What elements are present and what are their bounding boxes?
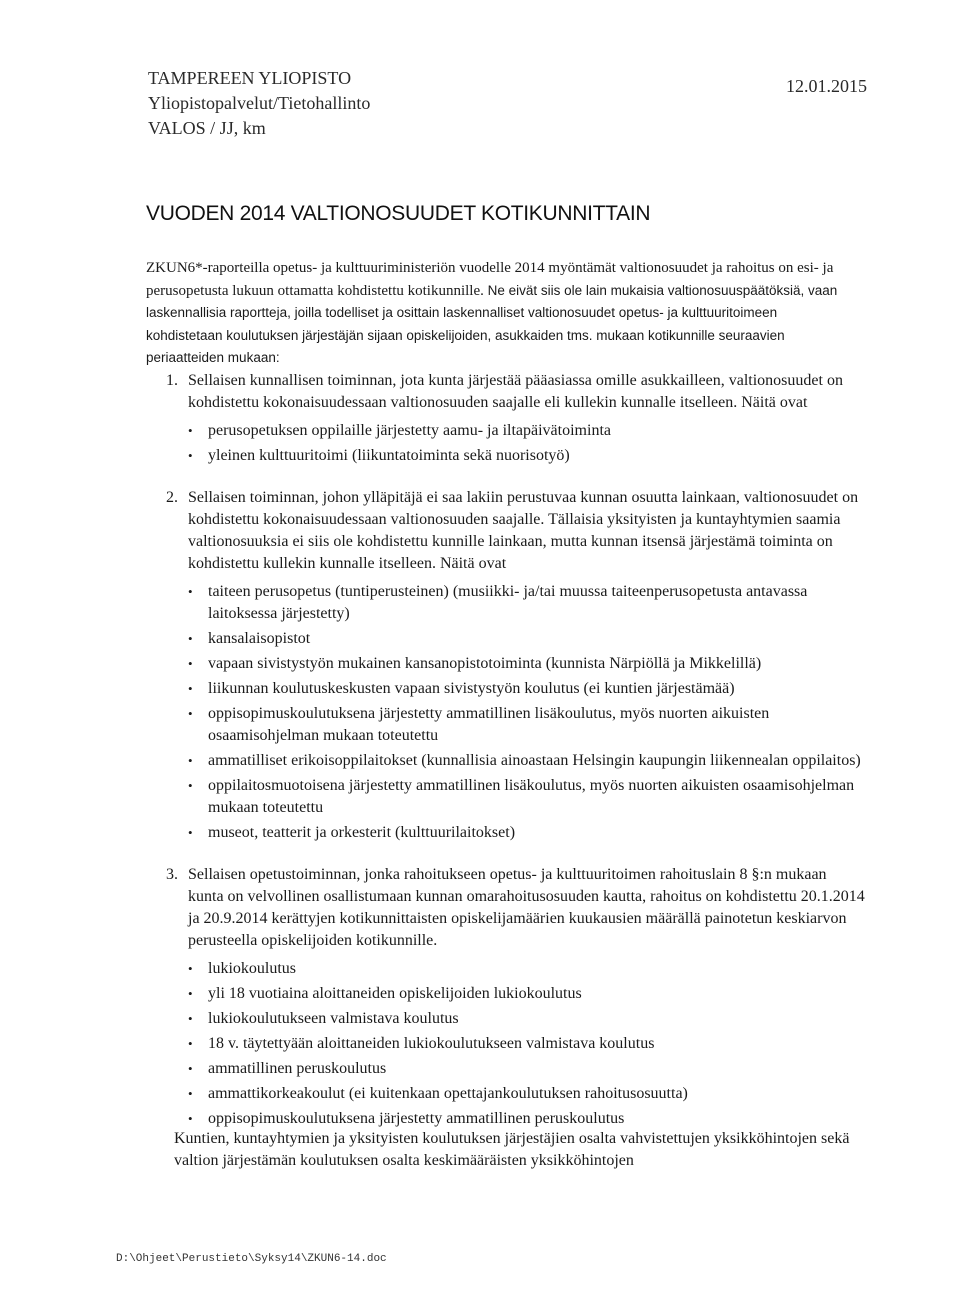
bullet-list bbox=[188, 581, 866, 844]
section-2 bbox=[146, 487, 866, 844]
list-item-text: yleinen kulttuuritoimi (liikuntatoiminta sekä nuorisotyö) bbox=[208, 447, 570, 464]
intro-paragraph bbox=[146, 258, 846, 370]
intro-text-part1: ZKUN6*-raporteilla opetus- ja kulttuuriministeriön vuodelle 2014 myöntämät valtionosuudet ja rahoitus on esi- ja perusopetusta lukuun ottamatta kohdistettu kotikunnille. bbox=[146, 260, 834, 299]
list-item bbox=[188, 703, 866, 747]
bullet-icon: • bbox=[188, 631, 193, 646]
list-item bbox=[188, 750, 866, 772]
bullet-icon: • bbox=[188, 1011, 193, 1026]
header-org-line: VALOS / JJ, km bbox=[148, 118, 266, 138]
bullet-icon: • bbox=[188, 1061, 193, 1076]
list-item bbox=[188, 678, 866, 700]
header-org-line: Yliopistopalvelut/Tietohallinto bbox=[148, 93, 371, 113]
list-item-text: taiteen perusopetus (tuntiperusteinen) (musiikki- ja/tai muussa taiteenperusopetusta antavassa laitoksessa järjestetty) bbox=[208, 583, 808, 622]
list-item-text: ammatilliset erikoisoppilaitokset (kunnallisia ainoastaan Helsingin kaupungin liikennealan oppilaitos) bbox=[208, 752, 861, 769]
header-org-line: TAMPEREEN YLIOPISTO bbox=[148, 68, 352, 88]
section-number: 3. bbox=[166, 866, 178, 883]
list-item-text: oppilaitosmuotoisena järjestetty ammatillinen lisäkoulutus, myös nuorten aikuisten osaamisohjelman mukaan toteutettu bbox=[208, 777, 855, 816]
bullet-icon: • bbox=[188, 1086, 193, 1101]
section-3 bbox=[146, 864, 866, 1130]
bullet-icon: • bbox=[188, 1036, 193, 1051]
closing-paragraph: Kuntien, kuntayhtymien ja yksityisten koulutuksen järjestäjien osalta vahvistettujen yksikköhintojen sekä valtion järjestämän koulutuksen osalta keskimääräisten yksikköhintojen bbox=[174, 1130, 850, 1169]
section-1 bbox=[146, 370, 866, 467]
list-item bbox=[188, 445, 866, 467]
bullet-list bbox=[188, 420, 866, 467]
list-item bbox=[188, 420, 866, 442]
list-item-text: 18 v. täytettyään aloittaneiden lukiokoulutukseen valmistava koulutus bbox=[208, 1035, 655, 1052]
bullet-icon: • bbox=[188, 961, 193, 976]
section-text: Sellaisen toiminnan, johon ylläpitäjä ei saa lakiin perustuvaa kunnan osuutta lainkaan, valtionosuudet on kohdistettu kokonaisuudessaan valtionosuuden saajalle. Tällaisia yksityisten ja kuntayhtymien saamia valtionosuuksia ei siis ole kohdistettu kunnille lainkaan, mutta kunnan itsensä järjestämä toiminta on kohdistettu kullekin kunnalle itselleen. Näitä ovat bbox=[188, 489, 859, 572]
list-item-text: ammattikorkeakoulut (ei kuitenkaan opettajankoulutuksen rahoitusosuutta) bbox=[208, 1085, 688, 1102]
numbered-sections bbox=[146, 370, 866, 1150]
list-item bbox=[188, 1033, 866, 1055]
bullet-icon: • bbox=[188, 753, 193, 768]
bullet-icon: • bbox=[188, 584, 193, 599]
intro-text-part2: Ne eivät siis ole lain mukaisia valtionosuuspäätöksiä, vaan laskennallisia raportteja, joilla todelliset ja osittain laskennalliset valtionosuudet opetus- ja kulttuuritoimeen kohdistetaan koulutuksen järjestäjän sijaan opiskelijoiden, asukkaiden tms. mukaan kotikunnille seuraavien periaatteiden mukaan: bbox=[146, 282, 838, 365]
list-item-text: lukiokoulutukseen valmistava koulutus bbox=[208, 1010, 459, 1027]
list-item-text: oppisopimuskoulutuksena järjestetty ammatillinen peruskoulutus bbox=[208, 1110, 625, 1127]
bullet-icon: • bbox=[188, 656, 193, 671]
list-item bbox=[188, 983, 866, 1005]
bullet-icon: • bbox=[188, 706, 193, 721]
list-item bbox=[188, 628, 866, 650]
footer-file-path: D:\Ohjeet\Perustieto\Syksy14\ZKUN6-14.doc bbox=[116, 1253, 387, 1265]
list-item-text: lukiokoulutus bbox=[208, 960, 297, 977]
header-date: 12.01.2015 bbox=[786, 76, 867, 96]
list-item bbox=[188, 822, 866, 844]
list-item-text: yli 18 vuotiaina aloittaneiden opiskelijoiden lukiokoulutus bbox=[208, 985, 582, 1002]
section-number: 2. bbox=[166, 489, 178, 506]
list-item-text: kansalaisopistot bbox=[208, 630, 311, 647]
bullet-icon: • bbox=[188, 448, 193, 463]
list-item bbox=[188, 775, 866, 819]
header-organization bbox=[148, 66, 370, 141]
bullet-list bbox=[188, 958, 866, 1130]
list-item bbox=[188, 1108, 866, 1130]
list-item-text: oppisopimuskoulutuksena järjestetty ammatillinen lisäkoulutus, myös nuorten aikuisten osaamisohjelman mukaan toteutettu bbox=[208, 705, 770, 744]
section-text: Sellaisen kunnallisen toiminnan, jota kunta järjestää pääasiassa omille asukkailleen, valtionosuudet on kohdistettu kokonaisuudessaan valtionosuuden saajalle eli kullekin kunnalle itselleen. Näitä ovat bbox=[188, 372, 843, 411]
list-item bbox=[188, 1083, 866, 1105]
list-item-text: vapaan sivistystyön mukainen kansanopistotoiminta (kunnista Närpiöllä ja Mikkelillä) bbox=[208, 655, 762, 672]
list-item-text: perusopetuksen oppilaille järjestetty aamu- ja iltapäivätoiminta bbox=[208, 422, 611, 439]
bullet-icon: • bbox=[188, 778, 193, 793]
bullet-icon: • bbox=[188, 681, 193, 696]
list-item bbox=[188, 1008, 866, 1030]
list-item-text: museot, teatterit ja orkesterit (kulttuurilaitokset) bbox=[208, 824, 516, 841]
list-item bbox=[188, 958, 866, 980]
document-title: VUODEN 2014 VALTIONOSUUDET KOTIKUNNITTAIN bbox=[146, 202, 651, 225]
section-text: Sellaisen opetustoiminnan, jonka rahoitukseen opetus- ja kulttuuritoimen rahoituslain 8 §:n mukaan kunta on velvollinen osallistumaan kunnan omarahoitusosuuden kautta, rahoitus on kohdistettu 20.1.2014 ja 20.9.2014 kerättyjen kotikunnittaisten opiskelijamäärien kuukausien määrällä painotetun keskiarvon perusteella opiskelijoiden kotikunnille. bbox=[188, 866, 865, 949]
bullet-icon: • bbox=[188, 986, 193, 1001]
list-item-text: liikunnan koulutuskeskusten vapaan sivistystyön koulutus (ei kuntien järjestämää) bbox=[208, 680, 735, 697]
section-number: 1. bbox=[166, 372, 178, 389]
list-item bbox=[188, 581, 866, 625]
list-item-text: ammatillinen peruskoulutus bbox=[208, 1060, 387, 1077]
bullet-icon: • bbox=[188, 423, 193, 438]
bullet-icon: • bbox=[188, 1111, 193, 1126]
list-item bbox=[188, 653, 866, 675]
bullet-icon: • bbox=[188, 825, 193, 840]
list-item bbox=[188, 1058, 866, 1080]
